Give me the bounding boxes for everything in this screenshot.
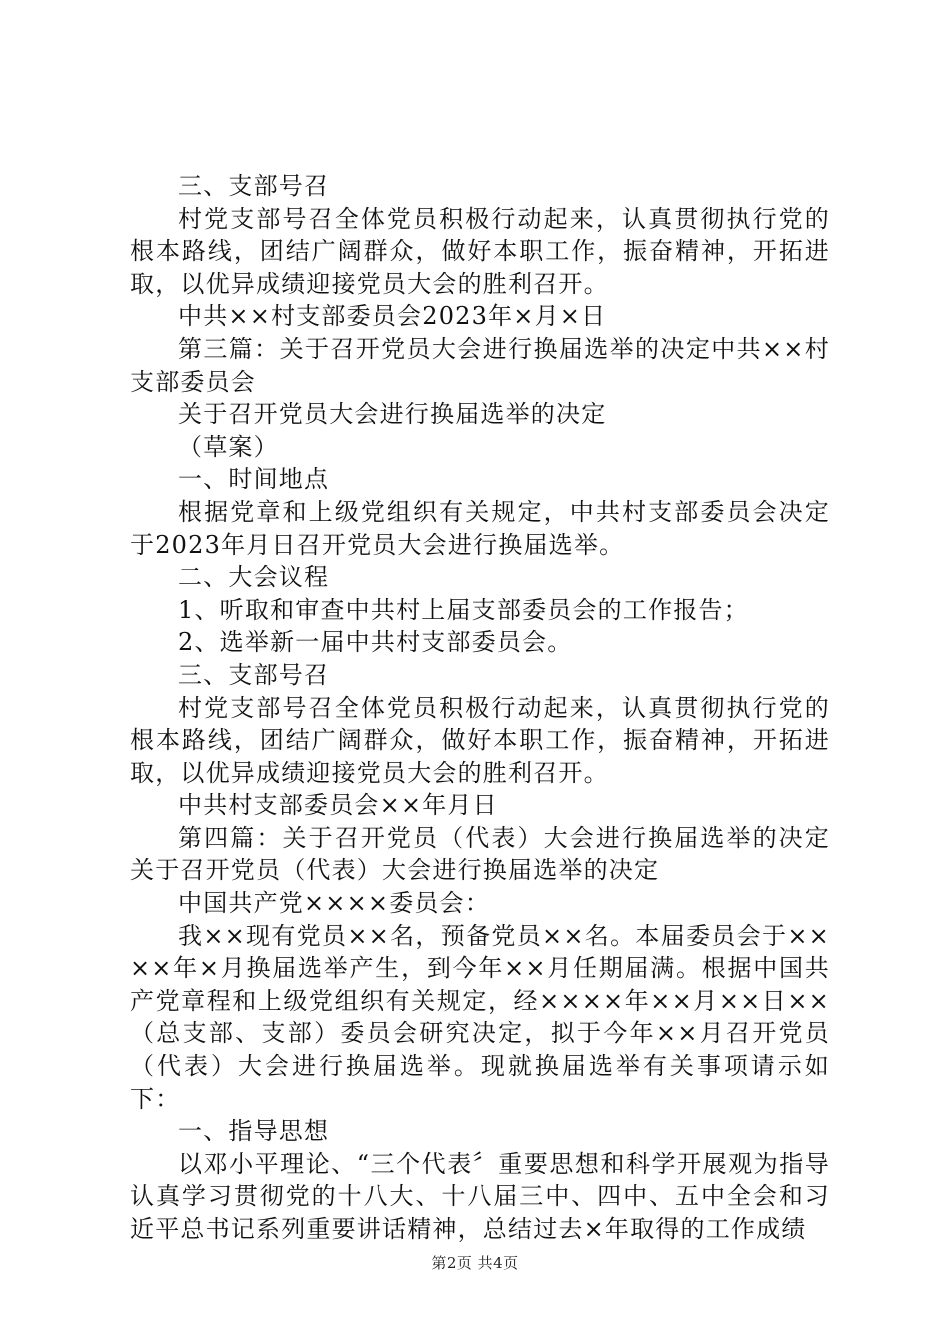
- signature-line: 中共××村支部委员会2023年×月×日: [178, 302, 607, 331]
- body-paragraph: 我××现有党员××名，预备党员××名。本届委员会于××××年×月换届选举产生，到今年××月任期届满。根据中国共产党章程和上级党组织有关规定，经××××年××月××日××（总支部、支部）委员会研究决定，拟于今年××月召开党员（代表）大会进行换届选举。现就换届选举有关事项请示如下：: [130, 921, 830, 1113]
- draft-label: （草案）: [178, 432, 279, 461]
- chapter-title: 第三篇：关于召开党员大会进行换届选举的决定中共××村支部委员会: [130, 334, 830, 396]
- body-paragraph: 村党支部号召全体党员积极行动起来，认真贯彻执行党的根本路线，团结广阔群众，做好本职工作，振奋精神，开拓进取，以优异成绩迎接党员大会的胜利召开。: [130, 204, 830, 298]
- section-heading: 三、支部号召: [178, 660, 330, 689]
- body-paragraph: 村党支部号召全体党员积极行动起来，认真贯彻执行党的根本路线，团结广阔群众，做好本职工作，振奋精神，开拓进取，以优异成绩迎接党员大会的胜利召开。: [130, 693, 830, 787]
- section-heading: 三、支部号召: [178, 172, 330, 200]
- body-paragraph: 以邓小平理论、“三个代表〞重要思想和科学开展观为指导认真学习贯彻党的十八大、十八届三中、四中、五中全会和习近平总书记系列重要讲话精神，总结过去×年取得的工作成绩: [130, 1149, 830, 1243]
- section-heading: 二、大会议程: [178, 563, 330, 592]
- page-footer: 第2页 共4页: [431, 1254, 519, 1272]
- addressee-line: 中国共产党××××委员会：: [178, 889, 491, 918]
- agenda-item: 1、听取和审查中共村上届支部委员会的工作报告；: [178, 595, 749, 624]
- signature-line: 中共村支部委员会××年月日: [178, 791, 498, 820]
- agenda-item: 2、选举新一届中共村支部委员会。: [178, 628, 573, 657]
- chapter-title: 第四篇：关于召开党员（代表）大会进行换届选举的决定关于召开党员（代表）大会进行换届选举的决定: [130, 823, 830, 885]
- document-title: 关于召开党员大会进行换届选举的决定: [178, 400, 607, 429]
- body-paragraph: 根据党章和上级党组织有关规定，中共村支部委员会决定于2023年月日召开党员大会进行换届选举。: [130, 497, 830, 559]
- document-body: [130, 170, 830, 1246]
- section-heading: 一、时间地点: [178, 465, 330, 494]
- section-heading: 一、指导思想: [178, 1117, 330, 1146]
